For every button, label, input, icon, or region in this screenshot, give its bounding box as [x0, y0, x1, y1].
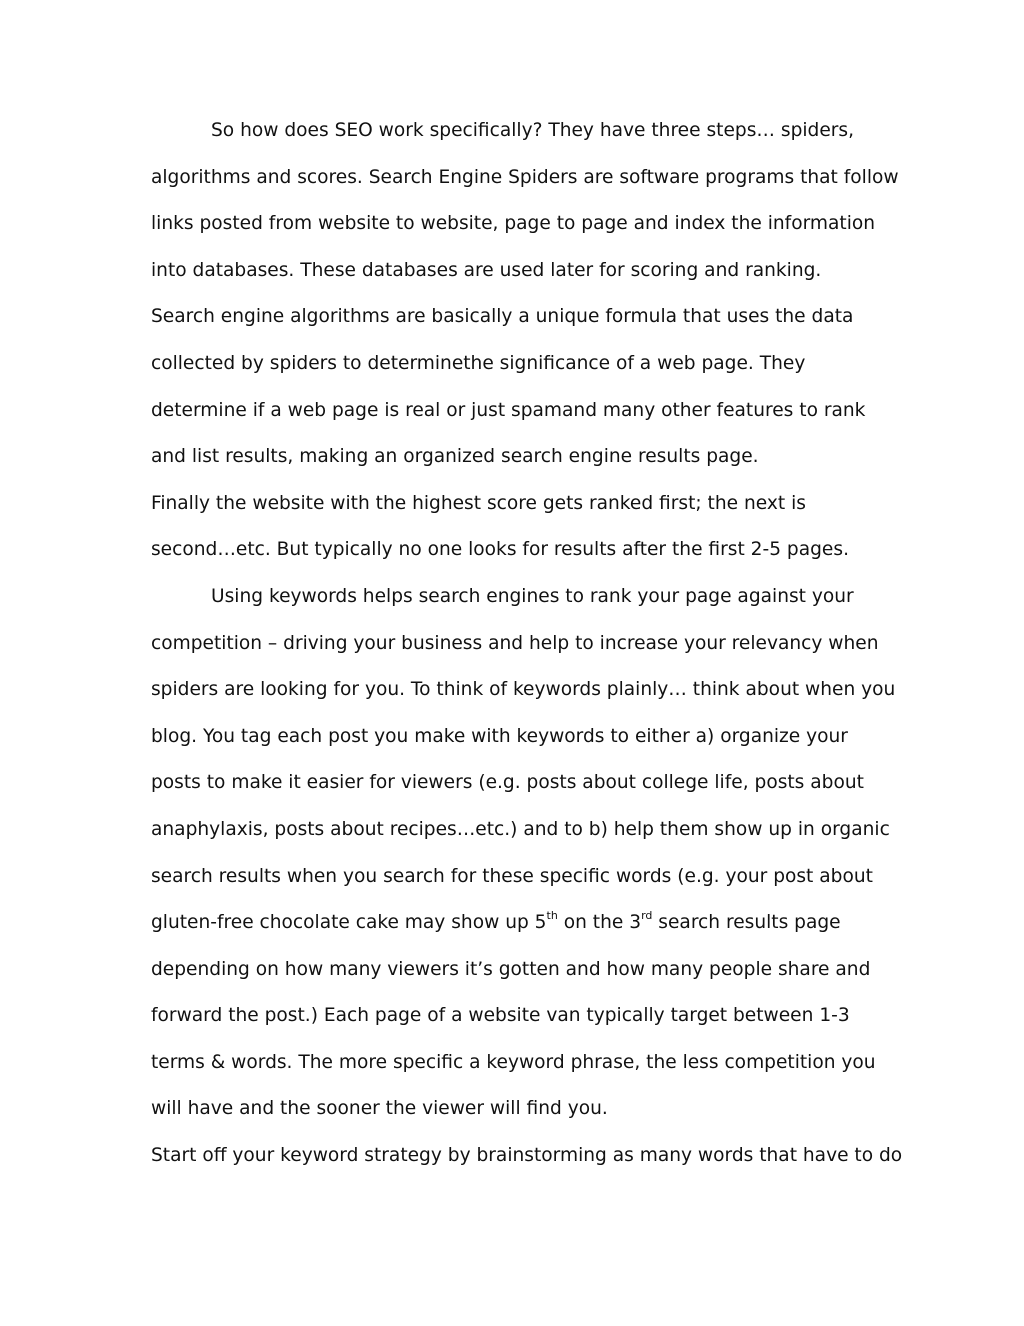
text-segment: search results page	[652, 912, 841, 934]
text-line: into databases. These databases are used later for scoring and ranking.	[151, 259, 822, 281]
text-line: Start off your keyword strategy by brainstorming as many words that have to do	[151, 1145, 903, 1167]
text-line: will have and the sooner the viewer will find you.	[151, 1098, 608, 1120]
text-line: determine if a web page is real or just spamand many other features to rank	[151, 399, 866, 421]
text-line: terms & words. The more specific a keyword phrase, the less competition you	[151, 1051, 876, 1073]
text-line-superscripts	[151, 909, 891, 956]
text-segment: gluten-free chocolate cake may show up 5	[151, 912, 547, 934]
text-line: posts to make it easier for viewers (e.g. posts about college life, posts about	[151, 772, 864, 794]
text-line: collected by spiders to determinethe significance of a web page. They	[151, 352, 806, 374]
text-line: Search engine algorithms are basically a unique formula that uses the data	[151, 306, 854, 328]
text-line: search results when you search for these specific words (e.g. your post about	[151, 865, 873, 887]
text-segment: on the 3	[557, 912, 642, 934]
superscript-rd: rd	[641, 908, 653, 922]
text-line: blog. You tag each post you make with keywords to either a) organize your	[151, 725, 848, 747]
superscript-th: th	[546, 908, 558, 922]
text-line: competition – driving your business and help to increase your relevancy when	[151, 632, 879, 654]
text-line: links posted from website to website, page to page and index the information	[151, 213, 876, 235]
text-line: anaphylaxis, posts about recipes…etc.) and to b) help them show up in organic	[151, 818, 890, 840]
text-line: Finally the website with the highest score gets ranked first; the next is	[151, 492, 806, 514]
text-line: depending on how many viewers it’s gotten and how many people share and	[151, 958, 871, 980]
text-line: So how does SEO work specifically? They have three steps… spiders,	[211, 120, 855, 141]
text-line: and list results, making an organized search engine results page.	[151, 446, 759, 468]
text-line: Using keywords helps search engines to rank your page against your	[211, 585, 854, 607]
text-line: second…etc. But typically no one looks for results after the first 2-5 pages.	[151, 539, 849, 561]
text-line: algorithms and scores. Search Engine Spiders are software programs that follow	[151, 166, 899, 188]
text-line: spiders are looking for you. To think of keywords plainly… think about when you	[151, 679, 896, 701]
body-text	[151, 117, 903, 1189]
text-line: forward the post.) Each page of a website van typically target between 1-3	[151, 1005, 850, 1027]
